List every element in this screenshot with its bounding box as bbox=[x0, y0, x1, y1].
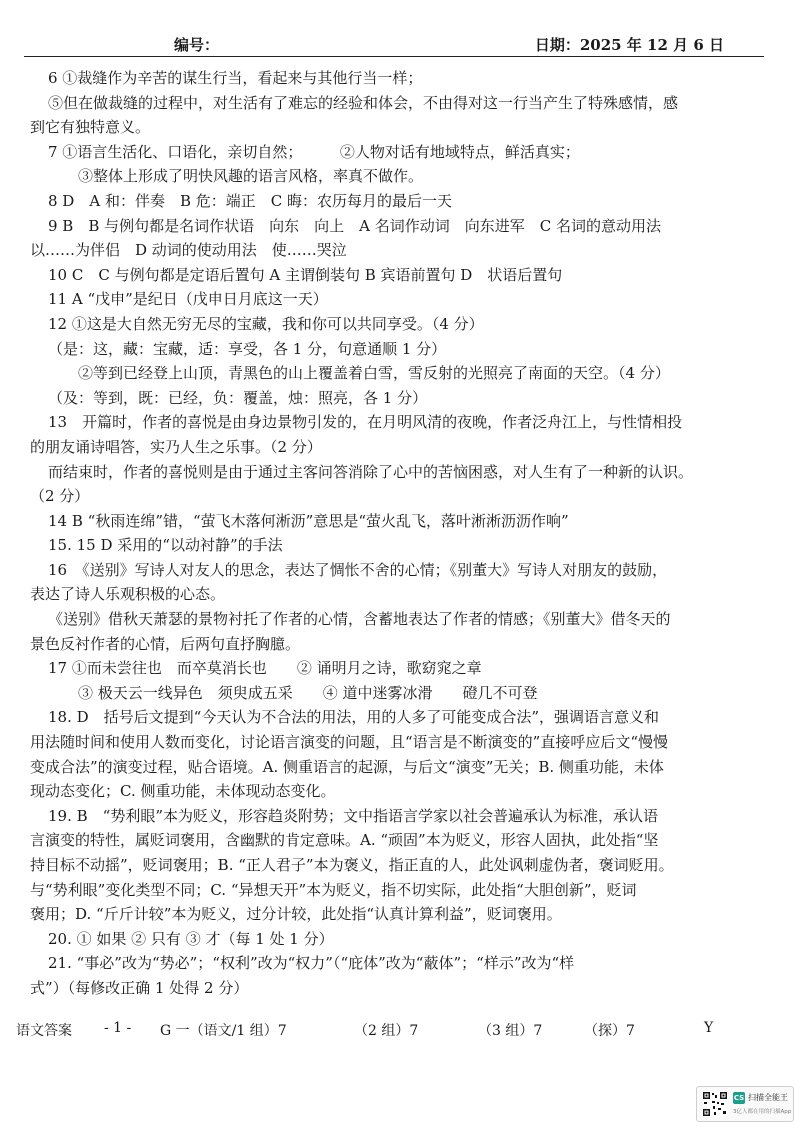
answer-line: 用法随时间和使用人数而变化，讨论语言演变的问题，且“语言是不断演变的”直接呼应后文“慢慢 bbox=[30, 733, 669, 752]
answer-line: 16 《送别》写诗人对友人的思念，表达了惆怅不舍的心情；《别董大》写诗人对朋友的鼓励， bbox=[48, 560, 668, 579]
answer-line: 17 ①而未尝往也 而卒莫消长也 ② 诵明月之诗，歌窈窕之章 bbox=[48, 659, 482, 678]
answer-line: 11 A “戊申”是纪日（戊申日月底这一天） bbox=[48, 290, 328, 309]
answer-line: 景色反衬作者的心情，后两句直抒胸臆。 bbox=[30, 634, 301, 653]
answer-line: 8 D A 和：伴奏 B 危：端正 C 晦：农历每月的最后一天 bbox=[48, 191, 452, 210]
answer-line: 变成合法”的演变过程，贴合语境。A. 侧重语言的起源，与后文“演变”无关；B. 侧重功能，未体 bbox=[30, 757, 664, 776]
footer-group-3: （3 组）7 bbox=[478, 1023, 543, 1039]
footer-mark: Y bbox=[704, 1020, 714, 1036]
answer-line: ②等到已经登上山顶，青黑色的山上覆盖着白雪，雪反射的光照亮了南面的天空。（4 分） bbox=[78, 364, 670, 383]
footer-page-number: - 1 - bbox=[104, 1020, 132, 1036]
answer-line: 而结束时，作者的喜悦则是由于通过主客问答消除了心中的苦恼困惑，对人生有了一种新的认识。 bbox=[48, 462, 694, 481]
answer-content bbox=[30, 66, 772, 1001]
footer-group-2: （2 组）7 bbox=[354, 1023, 419, 1039]
qr-code-icon bbox=[702, 1091, 728, 1117]
answer-line: 现动态变化；C. 侧重功能，未体现动态变化。 bbox=[30, 782, 336, 801]
answer-line: 以……为伴侣 D 动词的使动用法 使……哭泣 bbox=[30, 241, 347, 260]
footer-subject: 语文答案 bbox=[16, 1023, 72, 1039]
answer-line: ⑤但在做裁缝的过程中，对生活有了难忘的经验和体会，不由得对这一行当产生了特殊感情，感 bbox=[48, 93, 679, 112]
answer-line: （是：这，藏：宝藏，适：享受，各 1 分，句意通顺 1 分） bbox=[48, 339, 447, 358]
answer-line: 12 ①这是大自然无穷无尽的宝藏，我和你可以共同享受。（4 分） bbox=[48, 314, 484, 333]
answer-line: 13 开篇时，作者的喜悦是由身边景物引发的，在月明风清的夜晚，作者泛舟江上，与性情相投 bbox=[48, 413, 683, 432]
page-header bbox=[24, 34, 764, 60]
date-label: 日期：2025 年 12 月 6 日 bbox=[534, 36, 724, 54]
answer-line: （2 分） bbox=[30, 487, 90, 506]
answer-line: 20. ① 如果 ② 只有 ③ 才（每 1 处 1 分） bbox=[48, 929, 334, 948]
footer-group-4: （探）7 bbox=[584, 1023, 635, 1039]
scanner-app-name: 扫描全能王 bbox=[748, 1093, 788, 1102]
scanner-tagline: 3亿人都在用的扫描App bbox=[733, 1109, 792, 1115]
answer-line: 21. “事必”改为“势必”；“权利”改为“权力”（“庇体”改为“蔽体”；“样示”改为“样 bbox=[48, 954, 575, 973]
camscanner-logo-icon: CS bbox=[733, 1094, 745, 1102]
answer-line: 的朋友诵诗唱答，实乃人生之乐事。（2 分） bbox=[30, 437, 322, 456]
answer-line: 9 B B 与例句都是名词作状语 向东 向上 A 名词作动词 向东进军 C 名词的意动用法 bbox=[48, 216, 661, 235]
answer-line: 10 C C 与例句都是定语后置句 A 主谓倒装句 B 宾语前置句 D 状语后置句 bbox=[48, 265, 563, 284]
scanner-watermark bbox=[696, 1086, 794, 1122]
answer-line: 表达了诗人乐观积极的心态。 bbox=[30, 585, 226, 604]
answer-line: 褒用；D. “斤斤计较”本为贬义，过分计较，此处指“认真计算利益”，贬词褒用。 bbox=[30, 905, 562, 924]
answer-line: ③整体上形成了明快风趣的语言风格，率真不做作。 bbox=[78, 167, 424, 186]
answer-line: 19. B “势利眼”本为贬义，形容趋炎附势；文中指语言学家以社会普遍承认为标准，承认语 bbox=[48, 806, 658, 825]
serial-number-label: 编号： bbox=[174, 36, 220, 54]
answer-line: 15. 15 D 采用的“以动衬静”的手法 bbox=[48, 536, 283, 555]
answer-line: 持目标不动摇”，贬词褒用；B. “正人君子”本为褒义，指正直的人，此处讽刺虚伪者，褒词贬用。 bbox=[30, 856, 674, 874]
answer-line: 言演变的特性，属贬词褒用，含幽默的肯定意味。A. “顽固”本为贬义，形容人固执，此处指“坚 bbox=[30, 831, 659, 850]
footer-group-1: G 一（语文/1 组）7 bbox=[160, 1023, 287, 1039]
answer-line: 式”）（每修改正确 1 处得 2 分） bbox=[30, 978, 249, 997]
answer-line: 7 ①语言生活化、口语化，亲切自然； ②人物对话有地域特点，鲜活真实； bbox=[48, 142, 580, 161]
answer-line: ③ 极天云一线异色 须臾成五采 ④ 道中迷雾冰滑 磴几不可登 bbox=[78, 683, 538, 702]
page-footer bbox=[16, 1020, 756, 1044]
answer-line: 18. D 括号后文提到“今天认为不合法的用法，用的人多了可能变成合法”，强调语言意义和 bbox=[48, 708, 659, 727]
answer-line: （及：等到，既：已经，负：覆盖，烛：照亮，各 1 分） bbox=[48, 388, 428, 407]
answer-line: 6 ①裁缝作为辛苦的谋生行当，看起来与其他行当一样； bbox=[48, 69, 423, 87]
header-rule bbox=[24, 56, 764, 57]
answer-line: 到它有独特意义。 bbox=[30, 118, 151, 137]
answer-line: 14 B “秋雨连绵”错，“萤飞木落何淅沥”意思是“萤火乱飞，落叶淅淅沥沥作响” bbox=[48, 511, 569, 530]
answer-line: 与“势利眼”变化类型不同；C. “异想天开”本为贬义，指不切实际，此处指“大胆创新”，贬词 bbox=[30, 880, 637, 899]
answer-line: 《送别》借秋天萧瑟的景物衬托了作者的心情，含蓄地表达了作者的情感；《别董大》借冬天的 bbox=[48, 610, 671, 629]
